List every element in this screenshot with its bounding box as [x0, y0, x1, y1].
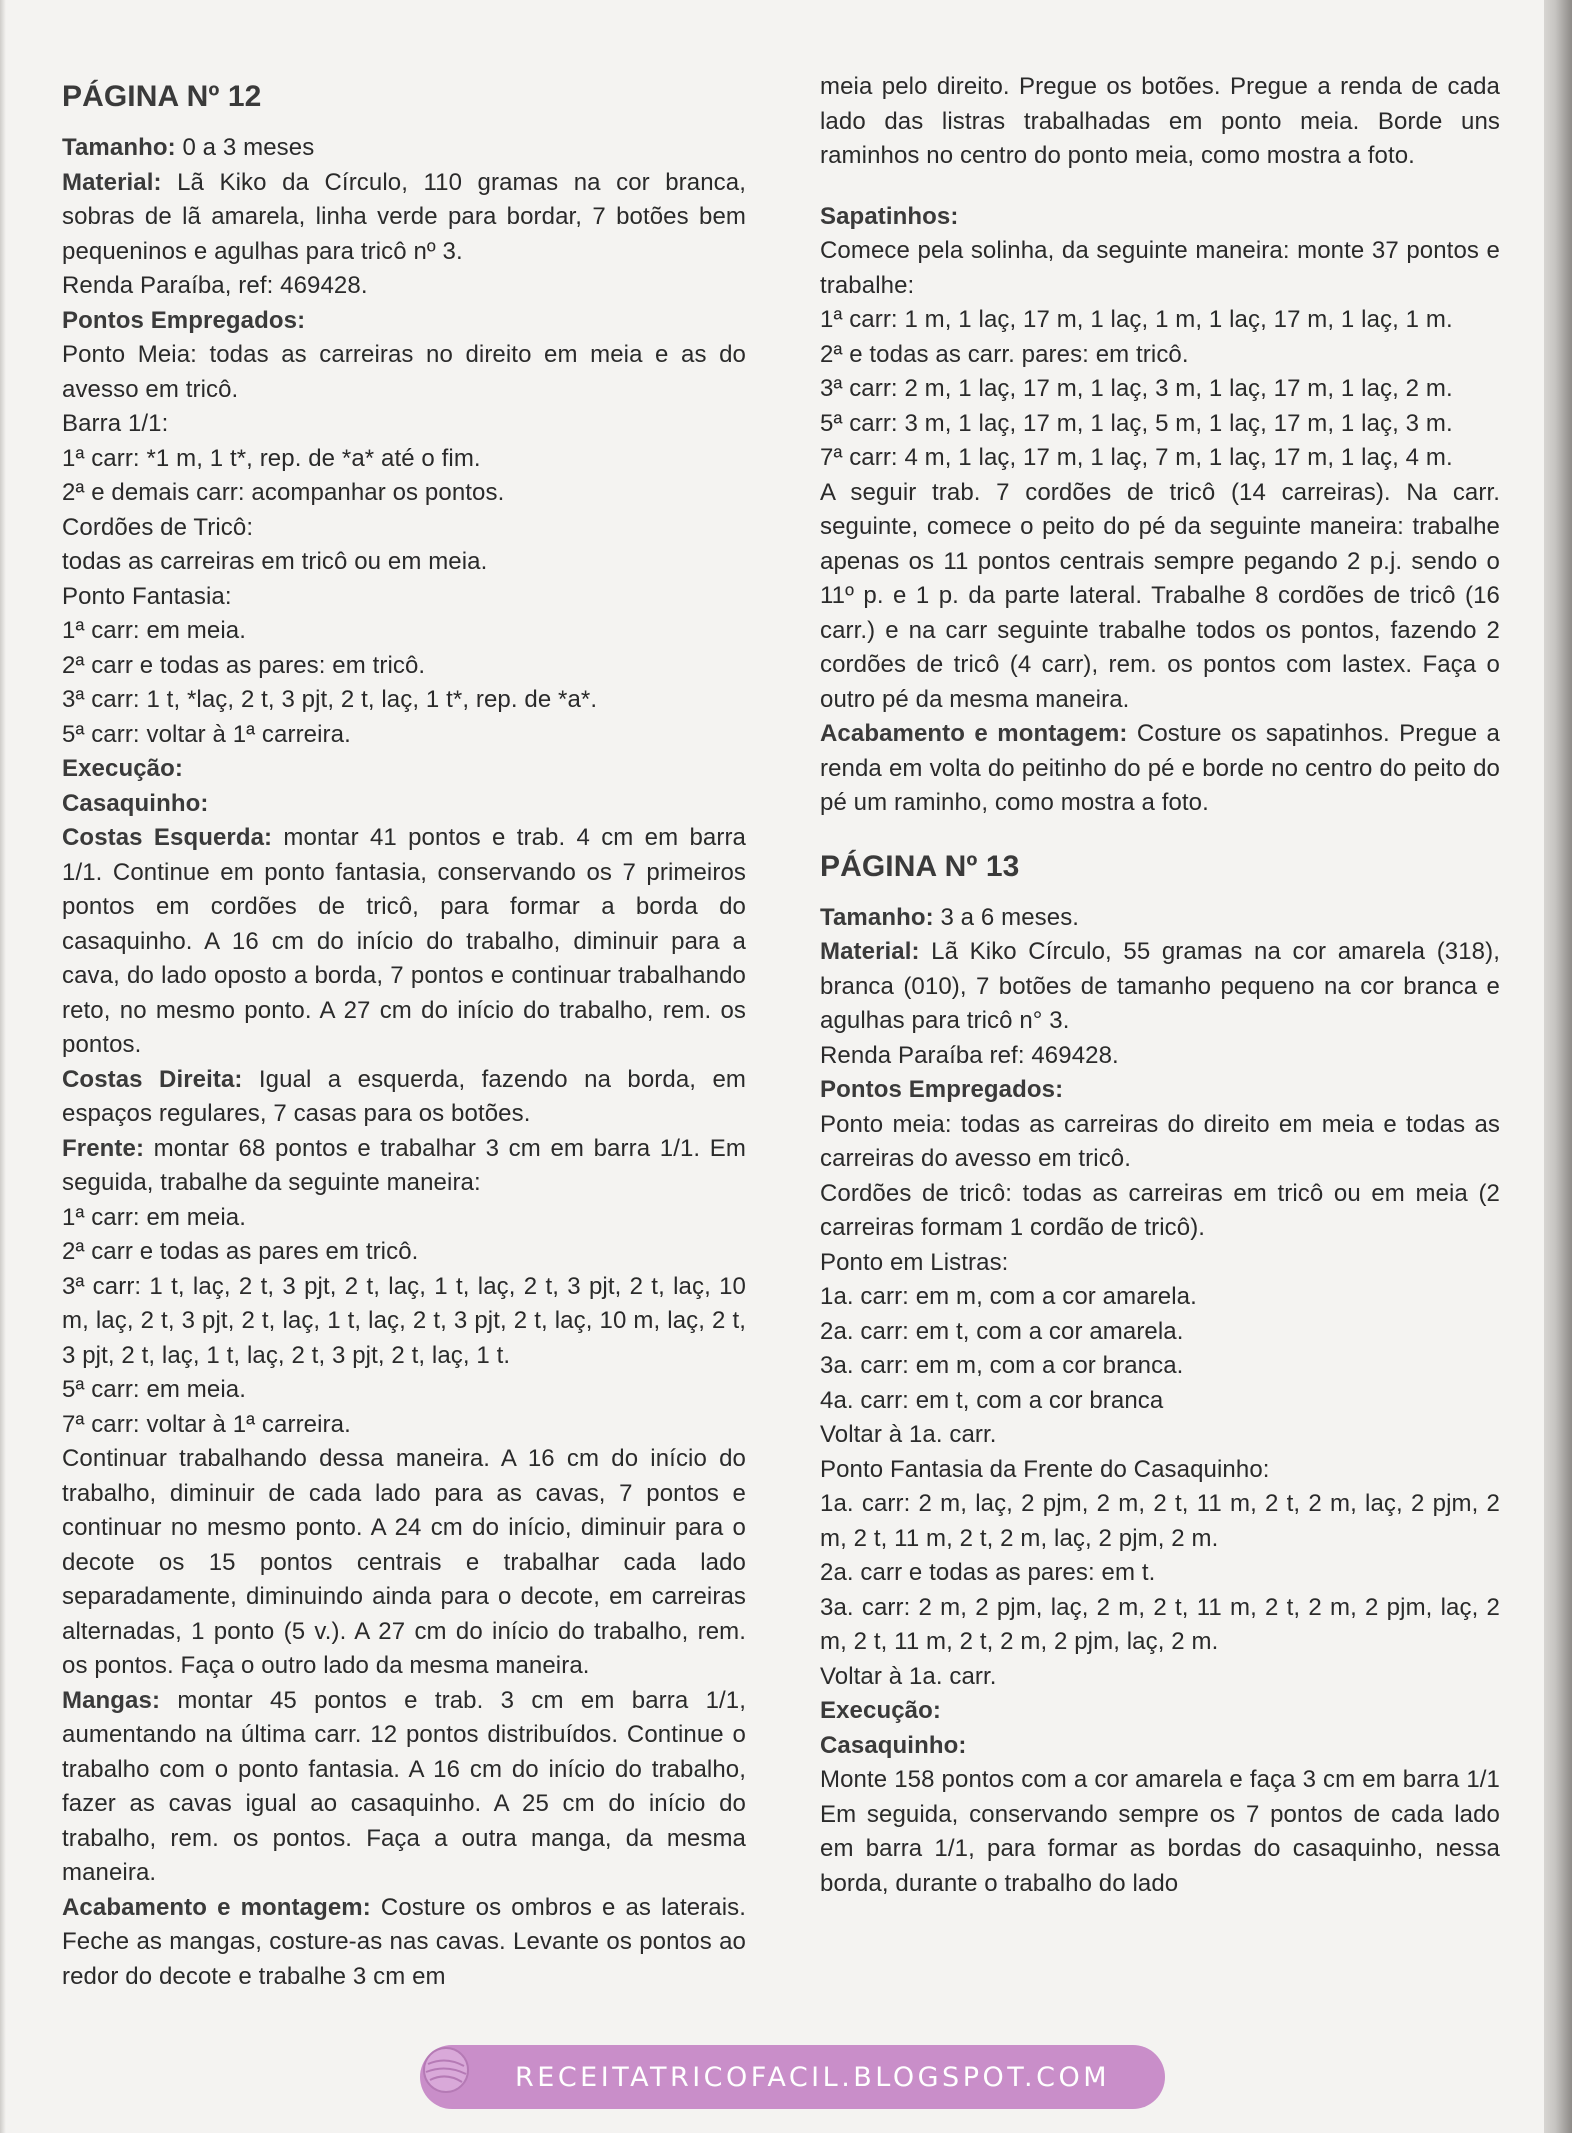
costas-direita-paragraph — [62, 1063, 746, 1132]
material-line — [62, 166, 746, 270]
p13-listras-voltar: Voltar à 1a. carr. — [820, 1421, 997, 1448]
p13-pontos-label: Pontos Empregados: — [820, 1076, 1064, 1103]
barra-title: Barra 1/1: — [62, 410, 169, 437]
p13-material-label: Material: — [820, 938, 920, 965]
p13-listras-row-4: 4a. carr: em t, com a cor branca — [820, 1386, 1164, 1414]
p13-listras-row-2: 2a. carr: em t, com a cor amarela. — [820, 1317, 1184, 1345]
p13-cordoes: Cordões de tricô: todas as carreiras em tricô ou em meia (2 carreiras formam 1 cordão de tricô). — [820, 1179, 1500, 1241]
material-value: Lã Kiko da Círculo, 110 gramas na cor branca, sobras de lã amarela, linha verde para bordar, 7 botões bem pequeninos e agulhas para tricô nº 3. — [62, 168, 746, 265]
continuar-paragraph: Continuar trabalhando dessa maneira. A 16 cm do início do trabalho, diminuir de cada lado para as cavas, 7 pontos e continuar no mesmo ponto. A 24 cm do início, diminuir para o decote os 15 pontos centrais e trabalhar cada lado separadamente, diminuindo ainda para o decote, em carreiras alternadas, 1 ponto (5 v.). A 27 cm do início do trabalho, rem. os pontos. Faça o outro lado da mesma maneira. — [62, 1445, 746, 1679]
sapatinhos-acabamento-label: Acabamento e montagem: — [820, 720, 1128, 747]
p13-listras-row-3: 3a. carr: em m, com a cor branca. — [820, 1352, 1184, 1379]
tamanho-value: 0 a 3 meses — [175, 134, 315, 161]
costas-direita-text: Igual a esquerda, fazendo na borda, em espaços regulares, 7 casas para os botões. — [62, 1065, 746, 1127]
frente-row-1: 1ª carr: em meia. — [62, 1203, 246, 1231]
page-binding-shadow — [1544, 0, 1572, 2133]
p13-tamanho-line — [820, 901, 1500, 936]
acabamento-paragraph-continued: meia pelo direito. Pregue os botões. Pregue a renda de cada lado das listras trabalhadas em ponto meia. Borde uns raminhos no centro do ponto meia, como mostra a foto. — [820, 73, 1500, 169]
frente-row-3: 3ª carr: 1 t, laç, 2 t, 3 pjt, 2 t, laç, 1 t, laç, 2 t, 3 pjt, 2 t, laç, 10 m, laç, 2 t, 3 pjt, 2 t, laç, 1 t, laç, 2 t, 3 pjt, 2 t, laç, 10 m, laç, 2 t, 3 pjt, 2 t, laç, 1 t, laç, 2 t, 3 pjt, 2 t, laç, 1 t. — [62, 1272, 746, 1369]
casaquinho-label: Casaquinho: — [62, 789, 209, 817]
page-left-edge — [0, 0, 6, 2133]
fantasia-title: Ponto Fantasia: — [62, 582, 232, 610]
mangas-paragraph — [62, 1684, 746, 1891]
p13-casaquinho-text: Monte 158 pontos com a cor amarela e faça 3 cm em barra 1/1 Em seguida, conservando sempre os 7 pontos de cada lado em barra 1/1, para formar as bordas do casaquinho, nessa borda, durante o trabalho do lado — [820, 1766, 1500, 1897]
spacer — [820, 174, 1500, 200]
p13-fantasia-title: Ponto Fantasia da Frente do Casaquinho: — [820, 1455, 1270, 1483]
sapatinhos-row-7: 7ª carr: 4 m, 1 laç, 17 m, 1 laç, 7 m, 1 laç, 17 m, 1 laç, 4 m. — [820, 444, 1453, 471]
frente-row-5: 5ª carr: em meia. — [62, 1376, 246, 1403]
frente-paragraph — [62, 1132, 746, 1201]
costas-esquerda-text: montar 41 pontos e trab. 4 cm em barra 1/1. Continue em ponto fantasia, conservando os 7 primeiros pontos em cordões de tricô, para formar a borda do casaquinho. A 16 cm do início do trabalho, diminuir para a cava, do lado oposto a borda, 7 pontos e continuar trabalhando reto, no mesmo ponto. A 27 cm do início do trabalho, rem. os pontos. — [62, 824, 746, 1058]
acabamento-paragraph-start — [62, 1891, 746, 1995]
yarn-ball-icon — [418, 2042, 474, 2098]
fantasia-row-1: 1ª carr: em meia. — [62, 617, 246, 644]
barra-row-2: 2ª e demais carr: acompanhar os pontos. — [62, 479, 505, 506]
costas-direita-label: Costas Direita: — [62, 1065, 243, 1093]
acabamento-text-part: Costure os ombros e as laterais. Feche as mangas, costure-as nas cavas. Levante os pontos ao redor do decote e trabalhe 3 cm em — [62, 1893, 747, 1990]
p13-fantasia-row-3: 3a. carr: 2 m, 2 pjm, laç, 2 m, 2 t, 11 m, 2 t, 2 m, 2 pjm, laç, 2 m, 2 t, 11 m, 2 t, 2 m, 2 pjm, laç, 2 m. — [820, 1593, 1500, 1655]
page-13-heading: PÁGINA Nº 13 — [820, 849, 1020, 883]
frente-text: montar 68 pontos e trabalhar 3 cm em barra 1/1. Em seguida, trabalhe da seguinte maneira: — [62, 1134, 746, 1196]
acabamento-label: Acabamento e montagem: — [62, 1893, 371, 1921]
frente-label: Frente: — [62, 1134, 145, 1162]
sapatinhos-row-1: 1ª carr: 1 m, 1 laç, 17 m, 1 laç, 1 m, 1 laç, 17 m, 1 laç, 1 m. — [820, 306, 1453, 333]
p13-casaquinho-label: Casaquinho: — [820, 1731, 967, 1759]
pontos-label: Pontos Empregados: — [62, 306, 306, 334]
sapatinhos-row-5: 5ª carr: 3 m, 1 laç, 17 m, 1 laç, 5 m, 1 laç, 17 m, 1 laç, 3 m. — [820, 409, 1453, 437]
ponto-meia-text: Ponto Meia: todas as carreiras no direito em meia e as do avesso em tricô. — [62, 341, 746, 403]
p13-execucao-label: Execução: — [820, 1697, 941, 1724]
sapatinhos-acabamento-text: Costure os sapatinhos. Pregue a renda em volta do peitinho do pé e borde no centro do peito do pé um raminho, como mostra a foto. — [820, 720, 1500, 816]
frente-row-7: 7ª carr: voltar à 1ª carreira. — [62, 1410, 351, 1438]
execucao-label: Execução: — [62, 755, 183, 782]
p13-renda-line: Renda Paraíba ref: 469428. — [820, 1041, 1119, 1069]
p13-fantasia-row-1: 1a. carr: 2 m, laç, 2 pjm, 2 m, 2 t, 11 m, 2 t, 2 m, laç, 2 pjm, 2 m, 2 t, 11 m, 2 t, 2 m, laç, 2 pjm, 2 m. — [820, 1490, 1500, 1552]
renda-line: Renda Paraíba, ref: 469428. — [62, 272, 368, 299]
right-column — [820, 70, 1500, 1901]
tamanho-label: Tamanho: — [62, 134, 176, 161]
material-label: Material: — [62, 168, 162, 196]
p13-ponto-meia: Ponto meia: todas as carreiras do direito em meia e todas as carreiras do avesso em tricô. — [820, 1110, 1500, 1172]
costas-esquerda-paragraph — [62, 821, 746, 1063]
frente-row-2: 2ª carr e todas as pares em tricô. — [62, 1238, 419, 1265]
p13-listras-title: Ponto em Listras: — [820, 1248, 1009, 1276]
p13-listras-row-1: 1a. carr: em m, com a cor amarela. — [820, 1283, 1197, 1310]
left-column — [62, 65, 746, 1994]
p13-fantasia-voltar: Voltar à 1a. carr. — [820, 1662, 997, 1690]
p13-material-value: Lã Kiko Círculo, 55 gramas na cor amarela (318), branca (010), 7 botões de tamanho pequeno na cor branca e agulhas para tricô n° 3. — [820, 938, 1500, 1034]
p13-fantasia-row-2: 2a. carr e todas as pares: em t. — [820, 1559, 1156, 1586]
sapatinhos-paragraph: A seguir trab. 7 cordões de tricô (14 carreiras). Na carr. seguinte, comece o peito do pé da seguinte maneira: trabalhe apenas os 11 pontos centrais sempre pegando 2 p.j. sendo o 11º p. e 1 p. da parte lateral. Trabalhe 8 cordões de tricô (16 carr.) e na carr seguinte trabalhe todos os pontos, fazendo 2 cordões de tricô (4 carr), rem. os pontos com lastex. Faça o outro pé da mesma maneira. — [820, 478, 1500, 713]
sapatinhos-acabamento-paragraph — [820, 717, 1500, 821]
blog-url-banner[interactable] — [420, 2045, 1165, 2109]
fantasia-row-2: 2ª carr e todas as pares: em tricô. — [62, 651, 426, 679]
fantasia-row-3: 3ª carr: 1 t, *laç, 2 t, 3 pjt, 2 t, laç, 1 t*, rep. de *a*. — [62, 686, 598, 713]
cordoes-text: todas as carreiras em tricô ou em meia. — [62, 548, 488, 575]
costas-esquerda-label: Costas Esquerda: — [62, 824, 273, 851]
page-12-heading: PÁGINA Nº 12 — [62, 80, 262, 113]
p13-tamanho-value: 3 a 6 meses. — [933, 903, 1080, 931]
sapatinhos-row-2: 2ª e todas as carr. pares: em tricô. — [820, 340, 1189, 368]
sapatinhos-row-3: 3ª carr: 2 m, 1 laç, 17 m, 1 laç, 3 m, 1 laç, 17 m, 1 laç, 2 m. — [820, 375, 1453, 402]
cordoes-title: Cordões de Tricô: — [62, 513, 254, 541]
mangas-text: montar 45 pontos e trab. 3 cm em barra 1/1, aumentando na última carr. 12 pontos distribuídos. Continue o trabalho com o ponto fantasia. A 16 cm do início do trabalho, fazer as cavas igual ao casaquinho. A 25 cm do início do trabalho, rem. os pontos. Faça a outra manga, da mesma maneira. — [62, 1686, 746, 1886]
sapatinhos-intro: Comece pela solinha, da seguinte maneira: monte 37 pontos e trabalhe: — [820, 237, 1500, 299]
fantasia-row-5: 5ª carr: voltar à 1ª carreira. — [62, 720, 351, 748]
barra-row-1: 1ª carr: *1 m, 1 t*, rep. de *a* até o fim. — [62, 444, 481, 472]
sapatinhos-label: Sapatinhos: — [820, 202, 959, 230]
blog-url-text[interactable]: RECEITATRICOFACIL.BLOGSPOT.COM — [515, 2061, 1110, 2093]
p13-material-line — [820, 935, 1500, 1039]
p13-tamanho-label: Tamanho: — [820, 903, 934, 931]
tamanho-line — [62, 131, 746, 166]
mangas-label: Mangas: — [62, 1686, 161, 1714]
